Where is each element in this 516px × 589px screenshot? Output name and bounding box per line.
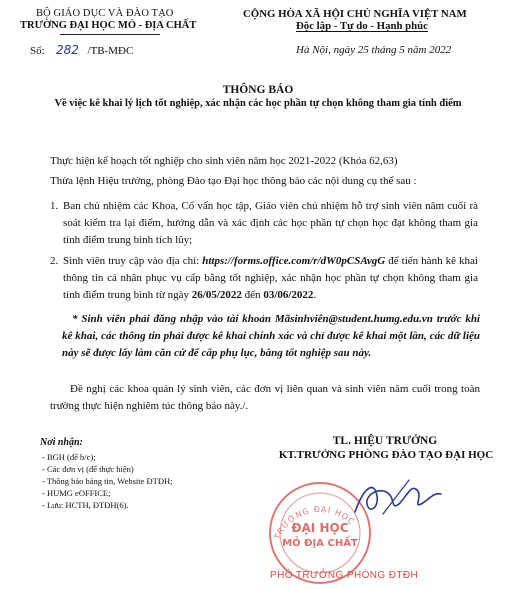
stamp-signer-title: PHÓ TRƯỞNG PHÒNG ĐTĐH (270, 570, 419, 581)
form-link[interactable]: https://forms.office.com/r/dW0pCSAvgG (202, 255, 386, 267)
date-line: Hà Nội, ngày 25 tháng 5 năm 2022 (296, 44, 452, 56)
doc-number-suffix: /TB-MĐC (87, 45, 134, 57)
item2-intro: Sinh viên truy cập vào địa chỉ: (63, 255, 203, 267)
recipient-item: - Lưu: HCTH, ĐTĐH(6). (42, 500, 129, 510)
start-date: 26/05/2022 (191, 289, 242, 301)
school-name: TRƯỜNG ĐẠI HỌC MỎ - ĐỊA CHẤT (20, 20, 197, 31)
list-item-2-number: 2. (50, 255, 59, 267)
country-name: CỘNG HÒA XÃ HỘI CHỦ NGHĨA VIỆT NAM (243, 8, 467, 20)
signature-line-2: KT.TRƯỞNG PHÒNG ĐÀO TẠO ĐẠI HỌC (278, 449, 494, 461)
login-note: * Sinh viên phải đăng nhập vào tài khoản Mãsinhviên@student.humg.edu.vn trước khi kê khai, các thông tin phải được kê khai chính xác và chỉ được kê khai một lần, các dữ liệu này sẽ được lấy làm căn cứ để cấp phụ lục, bằng tốt nghiệp sau này. (62, 313, 480, 359)
list-item-1-number: 1. (50, 200, 59, 212)
recipient-item: - HUMG eOFFICE; (42, 488, 111, 498)
seal-center-line-1: ĐẠI HỌC (291, 521, 349, 535)
doc-number-prefix: Số: (30, 45, 45, 57)
list-item-2-text (50, 253, 478, 304)
header-divider (60, 34, 160, 35)
seal-ring-text: TRƯỜNG ĐẠI HỌC (272, 504, 357, 541)
list-item-2 (50, 253, 478, 304)
list-item-1-text: Ban chủ nhiệm các Khoa, Cố vấn học tập, Giáo viên chủ nhiệm hỗ trợ sinh viên năm cuối rà soát kiểm tra lại điểm, hướng dẫn và xác định các học phần tự chọn học đạt không tham gia tính điểm trung bình tích lũy; (63, 200, 478, 246)
authority-paragraph: Thừa lệnh Hiệu trưởng, phòng Đào tạo Đại học thông báo các nội dung cụ thể sau : (50, 175, 417, 187)
document-title: THÔNG BÁO (222, 84, 294, 96)
recipients-title: Nơi nhận: (40, 437, 83, 448)
document-number (30, 43, 133, 57)
recipients-list (42, 451, 173, 511)
closing-paragraph: Đề nghị các khoa quản lý sinh viên, các đơn vị liên quan và sinh viên năm cuối trong toàn trường thực hiện nghiêm túc thông báo này./. (50, 383, 480, 412)
national-motto: Độc lập - Tự do - Hạnh phúc (296, 20, 428, 32)
intro-paragraph: Thực hiện kế hoạch tốt nghiệp cho sinh viên năm học 2021-2022 (Khóa 62,63) (50, 155, 398, 167)
ministry-name: BỘ GIÁO DỤC VÀ ĐÀO TẠO (36, 8, 174, 19)
recipient-item: - Thông báo bảng tin, Website ĐTĐH; (42, 476, 173, 486)
seal-center-line-2: MỎ ĐỊA CHẤT (282, 538, 358, 549)
recipient-item: - Các đơn vị (để thực hiện) (42, 464, 134, 474)
signature-line-1: TL. HIỆU TRƯỞNG (332, 435, 438, 447)
doc-number-handwritten: 282 (55, 43, 79, 57)
handwritten-signature (347, 474, 447, 524)
item2-to: đến (241, 289, 264, 301)
item2-desc: để tiến hành kê khai thông tin cá nhân phục vụ cấp bằng tốt nghiệp, xác nhận học phần tự chọn không tham gia tính điểm trung bình từ ngày (63, 255, 478, 301)
end-date: 03/06/2022 (263, 289, 314, 301)
recipient-item: - BGH (để b/c); (42, 452, 96, 462)
item2-end: . (313, 289, 317, 301)
list-item-1 (50, 198, 478, 249)
document-subtitle: Về việc kê khai lý lịch tốt nghiệp, xác nhận các học phần tự chọn không tham gia tính điểm (54, 98, 462, 109)
